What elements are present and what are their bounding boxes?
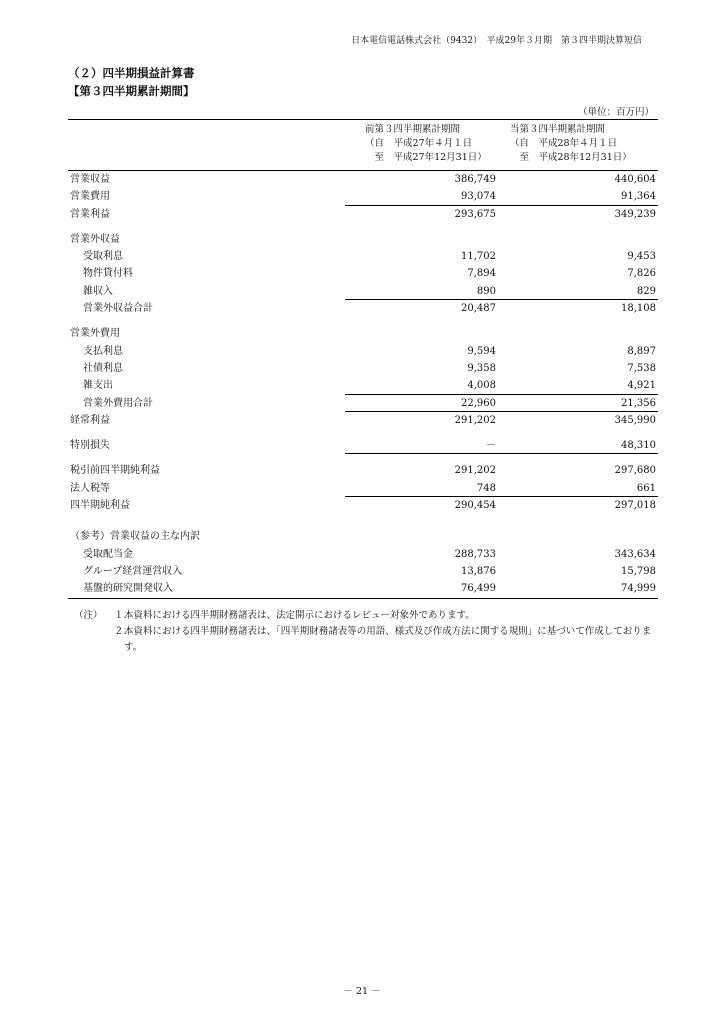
- row-label: 受取利息: [83, 251, 123, 263]
- table-row: [68, 395, 658, 412]
- row-label: 四半期純利益: [70, 500, 130, 512]
- current-value: 9,453: [627, 251, 656, 263]
- prior-value: 293,675: [454, 208, 496, 220]
- current-value: 829: [636, 285, 656, 297]
- row-label: 受取配当金: [83, 548, 133, 560]
- table-row: [68, 546, 658, 563]
- prior-value: 76,499: [461, 583, 496, 595]
- income-statement-table: [68, 119, 658, 599]
- current-value: 18,108: [621, 303, 656, 315]
- table-row: [68, 171, 658, 188]
- table-row: [68, 480, 658, 497]
- prior-value: 20,487: [461, 303, 496, 315]
- current-value: 297,018: [614, 500, 656, 512]
- prior-value: 93,074: [461, 191, 496, 203]
- table-row: [68, 343, 658, 360]
- prior-value: 890: [476, 285, 496, 297]
- prior-value: 290,454: [454, 500, 496, 512]
- prior-value: 7,894: [467, 268, 496, 280]
- prior-period-from: （自 平成27年４月１日: [365, 138, 473, 149]
- current-period-header: [510, 123, 660, 165]
- table-row: [68, 231, 658, 248]
- table-row: [68, 283, 658, 300]
- row-label: 営業外収益合計: [83, 303, 153, 315]
- prior-value: 9,358: [467, 362, 496, 374]
- note-text: 本資料における四半期財務諸表は、法定開示におけるレビュー対象外であります。: [124, 610, 475, 621]
- table-row: [68, 580, 658, 597]
- table-row: [68, 497, 658, 514]
- row-label: 営業費用: [70, 191, 110, 203]
- table-row: [68, 412, 658, 429]
- current-value: 7,826: [627, 268, 656, 280]
- row-label: 営業利益: [70, 208, 110, 220]
- row-label: 法人税等: [70, 482, 110, 494]
- prior-value: 291,202: [454, 465, 496, 477]
- row-label: 物件貸付料: [83, 268, 133, 280]
- note-item: [68, 624, 668, 656]
- current-value: 440,604: [614, 174, 656, 185]
- row-label: 雑支出: [83, 380, 113, 392]
- prior-value: 22,960: [461, 397, 496, 409]
- current-period-from: （自 平成28年４月１日: [510, 138, 618, 149]
- notes: [68, 608, 668, 656]
- current-value: 21,356: [621, 397, 656, 409]
- page-number: － 21 －: [343, 986, 381, 997]
- note-number: ２.: [114, 626, 127, 637]
- current-value: 297,680: [614, 465, 656, 477]
- table-row: [68, 248, 658, 265]
- prior-period-title: 前第３四半期累計期間: [365, 124, 461, 135]
- unit-label: （単位：百万円）: [577, 107, 654, 118]
- row-label: 特別損失: [70, 440, 110, 452]
- current-value: 7,538: [627, 362, 656, 374]
- note-text: 本資料における四半期財務諸表は、「四半期財務諸表等の用語、様式及び作成方法に関する規則」に基づいて作成しております。: [124, 626, 652, 653]
- table-row: [68, 462, 658, 479]
- prior-value: 13,876: [461, 565, 496, 577]
- row-label: 営業外収益: [70, 233, 120, 245]
- current-value: 8,897: [627, 345, 656, 357]
- table-row: [68, 437, 658, 454]
- table-row: [68, 206, 658, 223]
- prior-value: 291,202: [454, 414, 496, 426]
- prior-value: 748: [476, 482, 496, 494]
- current-value: 74,999: [621, 583, 656, 595]
- row-label: 雑収入: [83, 285, 113, 297]
- table-row: [68, 528, 658, 545]
- table-row: [68, 188, 658, 205]
- row-label: （参考）営業収益の主な内訳: [70, 531, 200, 543]
- section-title: （２）四半期損益計算書: [68, 66, 195, 80]
- row-label: 営業外費用: [70, 328, 120, 340]
- prior-value: 9,594: [467, 345, 496, 357]
- current-value: 349,239: [614, 208, 656, 220]
- row-label: 社債利息: [83, 362, 123, 374]
- current-value: 91,364: [621, 191, 656, 203]
- prior-value: 4,008: [467, 380, 496, 392]
- sub-title: 【第３四半期累計期間】: [68, 84, 195, 98]
- prior-period-to: 至 平成27年12月31日）: [365, 152, 487, 163]
- table-row: [68, 300, 658, 317]
- current-value: 661: [636, 482, 656, 494]
- prior-value: －: [486, 440, 496, 452]
- table-row: [68, 325, 658, 342]
- row-label: グループ経営運営収入: [83, 565, 183, 577]
- current-value: 343,634: [614, 548, 656, 560]
- current-value: 48,310: [621, 440, 656, 452]
- prior-value: 288,733: [454, 548, 496, 560]
- table-row: [68, 563, 658, 580]
- prior-period-header: [365, 123, 515, 165]
- row-label: 営業収益: [70, 174, 110, 185]
- current-period-title: 当第３四半期累計期間: [510, 124, 606, 135]
- page-header: 日本電信電話株式会社（9432） 平成29年３月期 第３四半期決算短信: [351, 36, 642, 46]
- prior-value: 11,702: [461, 251, 496, 263]
- table-row: [68, 360, 658, 377]
- current-value: 4,921: [627, 380, 656, 392]
- column-headers: [68, 120, 658, 170]
- note-number: １.: [114, 610, 127, 621]
- table-row: [68, 265, 658, 282]
- table-bottom-rule: [68, 598, 658, 599]
- note-item: [68, 608, 668, 624]
- row-label: 経常利益: [70, 414, 110, 426]
- row-label: 支払利息: [83, 345, 123, 357]
- current-value: 15,798: [621, 565, 656, 577]
- current-period-to: 至 平成28年12月31日）: [510, 152, 632, 163]
- prior-value: 386,749: [454, 174, 496, 185]
- current-value: 345,990: [614, 414, 656, 426]
- row-label: 税引前四半期純利益: [70, 465, 160, 477]
- table-row: [68, 377, 658, 394]
- row-label: 基盤的研究開発収入: [83, 583, 173, 595]
- notes-lead: （注）: [74, 610, 103, 621]
- row-label: 営業外費用合計: [83, 397, 153, 409]
